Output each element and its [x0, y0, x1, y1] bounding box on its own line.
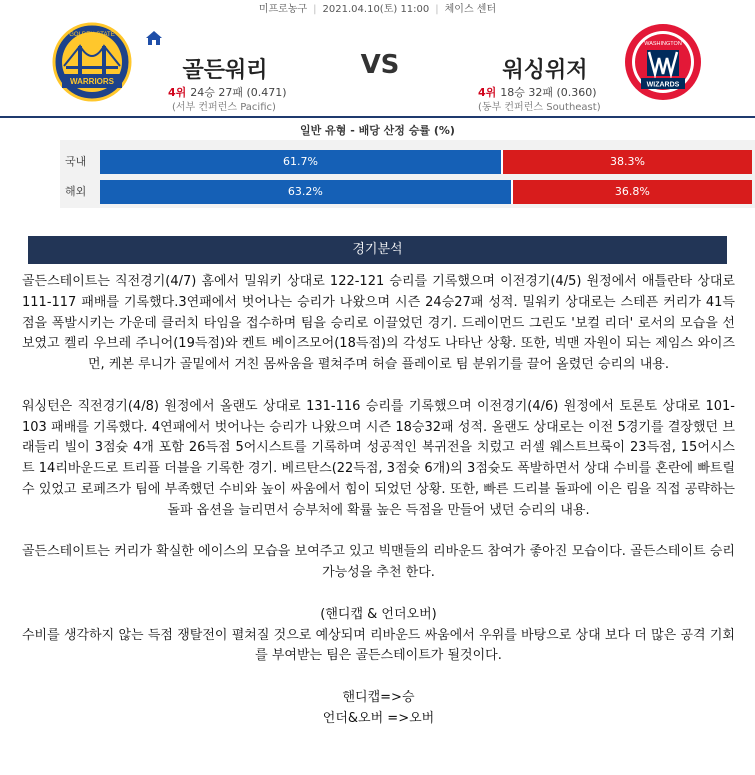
rate-bar [100, 150, 752, 174]
home-rate-segment: 61.7% [100, 150, 501, 174]
warriors-logo-text: WARRIORS [70, 77, 114, 86]
vs-label: VS [360, 50, 400, 80]
home-rate-segment: 63.2% [100, 180, 511, 204]
rate-bar [100, 180, 752, 204]
away-record-text: 18승 32패 (0.360) [500, 86, 597, 99]
home-rank: 4위 [168, 86, 187, 99]
wizards-logo-text: WIZARDS [646, 81, 680, 89]
analysis-content [22, 272, 735, 730]
handicap-paragraph: 수비를 생각하지 않는 득점 쟁탈전이 펼쳐질 것으로 예상되며 리바운드 싸움에서 우위를 바탕으로 상대 보다 더 많은 공격 기회를 부여받는 팀은 골든스테이트가 될것이다. [22, 627, 735, 664]
pick-overunder: 언더&오버 =>오버 [322, 710, 435, 726]
pick-handicap: 핸디캡=>승 [342, 689, 415, 705]
home-icon[interactable] [145, 30, 163, 46]
wizards-logo [623, 22, 703, 102]
rate-row-label: 국내 [65, 155, 87, 168]
away-conference: (동부 컨퍼런스 Southeast) [478, 102, 601, 113]
home-analysis-paragraph: 골든스테이트는 직전경기(4/7) 홈에서 밀워키 상대로 122-121 승리를 기록했으며 이전경기(4/5) 원정에서 애틀란타 상대로 111-117 패배를 기록했다.3연패에서 벗어나는 승리가 나왔으며 시즌 24승27패 성적. 밀워키 상대로는 스테픈 커리가 41득점을 폭발시키는 가운데 클러치 타임을 접수하며 팀을 승리로 이끌었던 경기. 드레이먼드 그린도 '보컬 리더' 로서의 모습을 선보였고 켈리 우브레 주니어(19득점)와 켄트 베이즈모어(18득점)의 각성도 나타난 상황. 또한, 빅맨 자원이 되는 제임스 와이즈먼, 케본 루니가 골밑에서 거친 몸싸움을 펼쳐주며 허슬 플레이로 팀 분위기를 끌어 올렸던 승리의 내용. [22, 274, 735, 373]
handicap-section-title: (핸디캡 & 언더오버) [320, 606, 437, 622]
win-rate-panel [60, 140, 755, 208]
warriors-logo-top-text: GOLDEN STATE [69, 32, 115, 38]
home-team-name[interactable]: 골든워리 [182, 58, 268, 83]
venue-label: 체이스 센터 [444, 4, 497, 15]
header-divider [0, 116, 755, 118]
match-datetime: 2021.04.10(토) 11:00 [322, 4, 430, 15]
away-team-name[interactable]: 워싱위저 [502, 58, 588, 83]
wizards-logo-top-text: WASHINGTON [644, 41, 682, 47]
match-info-bar: 미프로농구 | 2021.04.10(토) 11:00 | 체이스 센터 [258, 4, 497, 15]
match-header [0, 20, 755, 116]
away-rate-segment: 38.3% [503, 150, 752, 174]
rate-row-domestic [60, 150, 755, 174]
rate-row-label: 해외 [65, 185, 87, 198]
win-rate-title: 일반 유형 - 배당 산정 승률 (%) [300, 124, 455, 137]
analysis-title: 경기분석 [28, 236, 727, 264]
warriors-logo [52, 22, 132, 102]
away-analysis-paragraph: 워싱턴은 직전경기(4/8) 원정에서 올랜도 상대로 131-116 승리를 기록했으며 이전경기(4/6) 원정에서 토론토 상대로 101-103 패배를 기록했다. 4연패에서 벗어나는 승리가 나왔으며 시즌 18승32패 성적. 올랜도 상대로는 이전 5경기를 결장했던 브래들리 빌이 3점슛 4개 포함 26득점 5어시스트를 기록하며 성공적인 복귀전을 치렀고 러셀 웨스트브룩이 23득점, 15어시스트 14리바운드로 트리플 더블을 기록한 경기. 베르탄스(22득점, 3점슛 6개)의 3점슛도 폭발하면서 상대 수비를 혼란에 빠트릴수 있었고 로페즈가 팀에 부족했던 수비와 높이 싸움에서 힘이 되었던 상황. 또한, 빠른 드리블 돌파에 이은 림을 직접 공략하는 돌파 옵션을 늘리면서 승부처에 확률 높은 득점을 만들어 냈던 승리의 내용. [22, 398, 735, 518]
away-rank: 4위 [478, 86, 497, 99]
rate-row-overseas [60, 180, 755, 204]
away-rate-segment: 36.8% [513, 180, 752, 204]
home-record-text: 24승 27패 (0.471) [190, 86, 287, 99]
summary-paragraph: 골든스테이트는 커리가 확실한 에이스의 모습을 보여주고 있고 빅맨들의 리바운드 참여가 좋아진 모습이다. 골든스테이트 승리 가능성을 추천 한다. [22, 544, 735, 581]
league-label: 미프로농구 [258, 4, 308, 15]
home-conference: (서부 컨퍼런스 Pacific) [172, 102, 276, 113]
